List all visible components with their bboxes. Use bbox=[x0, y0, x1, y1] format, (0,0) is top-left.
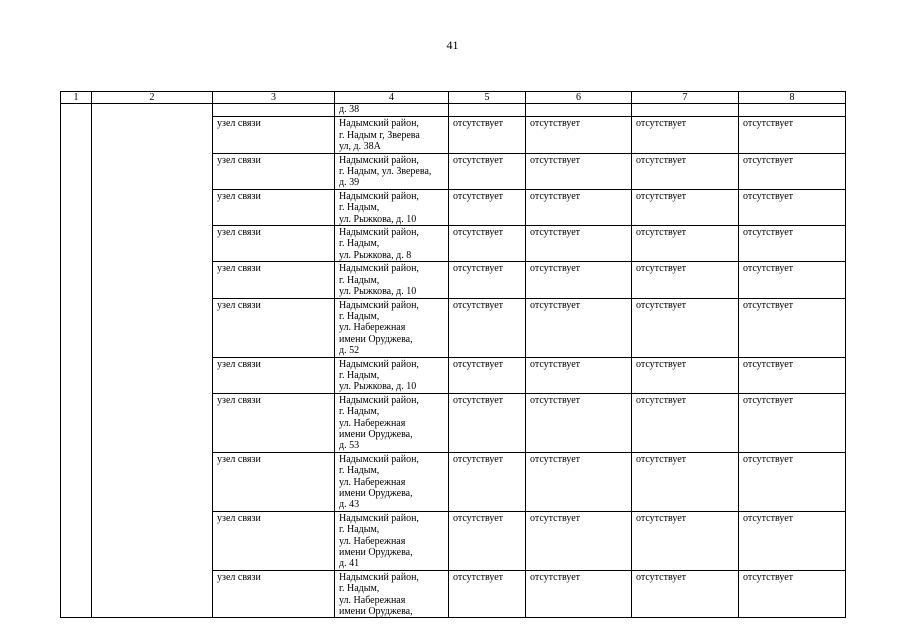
column-number: 6 bbox=[526, 92, 632, 104]
cell-col7 bbox=[632, 104, 739, 117]
cell-col6: отсутствует bbox=[526, 570, 632, 618]
cell-address bbox=[335, 298, 449, 357]
continuation-row bbox=[61, 104, 846, 117]
cell-col6: отсутствует bbox=[526, 393, 632, 452]
cell-col7: отсутствует bbox=[632, 570, 739, 618]
cell-col8: отсутствует bbox=[739, 153, 846, 189]
address-line: г. Надым, bbox=[339, 369, 380, 381]
cell-col5: отсутствует bbox=[449, 393, 526, 452]
cell-col8: отсутствует bbox=[739, 117, 846, 153]
cell-address bbox=[335, 570, 449, 618]
address-line: ул. Рыжкова, д. 8 bbox=[339, 249, 412, 261]
address-line: г. Надым, bbox=[339, 465, 380, 477]
address-line: ул. Набережная bbox=[339, 417, 406, 429]
cell-col6 bbox=[526, 104, 632, 117]
address-line: ул, д. 38А bbox=[339, 141, 381, 153]
column-number: 7 bbox=[632, 92, 739, 104]
address-line: имени Оруджева, bbox=[339, 488, 413, 499]
cell-col5: отсутствует bbox=[449, 153, 526, 189]
column-number: 4 bbox=[335, 92, 449, 104]
address-line: имени Оруджева, bbox=[339, 606, 413, 618]
column-number: 5 bbox=[449, 92, 526, 104]
cell-col5: отсутствует bbox=[449, 452, 526, 511]
address-line: Надымский район, bbox=[339, 227, 419, 239]
cell-col5: отсутствует bbox=[449, 226, 526, 262]
cell-col5: отсутствует bbox=[449, 262, 526, 298]
address-line: имени Оруджева, bbox=[339, 428, 413, 440]
cell-col7: отсутствует bbox=[632, 189, 739, 225]
cell-address bbox=[335, 393, 449, 452]
cell-col7: отсутствует bbox=[632, 153, 739, 189]
address-line: Надымский район, bbox=[339, 190, 419, 202]
cell-col7: отсутствует bbox=[632, 452, 739, 511]
address-line: имени Оруджева, bbox=[339, 333, 413, 345]
cell-address bbox=[335, 357, 449, 393]
address-line: Надымский район, bbox=[339, 453, 419, 465]
cell-col6: отсутствует bbox=[526, 511, 632, 570]
cell-col6: отсутствует bbox=[526, 189, 632, 225]
cell-col6: отсутствует bbox=[526, 298, 632, 357]
cell-type: узел связи bbox=[213, 393, 335, 452]
address-line: д. 38 bbox=[339, 104, 360, 116]
address-line: Надымский район, bbox=[339, 118, 419, 130]
cell-col8: отсутствует bbox=[739, 452, 846, 511]
cell-type bbox=[213, 104, 335, 117]
column-number: 3 bbox=[213, 92, 335, 104]
cell-col7: отсутствует bbox=[632, 262, 739, 298]
cell-col7: отсутствует bbox=[632, 357, 739, 393]
address-line: Надымский район, bbox=[339, 263, 419, 275]
merged-cell-col1 bbox=[61, 104, 92, 618]
address-line: Надымский район, bbox=[339, 512, 419, 524]
cell-col5 bbox=[449, 104, 526, 117]
cell-col7: отсутствует bbox=[632, 117, 739, 153]
cell-col7: отсутствует bbox=[632, 393, 739, 452]
address-line: г. Надым г, Зверева bbox=[339, 129, 420, 141]
cell-address bbox=[335, 511, 449, 570]
cell-col6: отсутствует bbox=[526, 117, 632, 153]
cell-col8: отсутствует bbox=[739, 570, 846, 618]
cell-type: узел связи bbox=[213, 226, 335, 262]
column-number: 1 bbox=[61, 92, 92, 104]
cell-type: узел связи bbox=[213, 452, 335, 511]
address-line: г. Надым, bbox=[339, 310, 380, 322]
cell-col8: отсутствует bbox=[739, 226, 846, 262]
address-line: д. 52 bbox=[339, 345, 360, 357]
address-line: д. 43 bbox=[339, 499, 360, 511]
address-line: д. 41 bbox=[339, 558, 360, 570]
cell-col5: отсутствует bbox=[449, 189, 526, 225]
address-line: г. Надым, bbox=[339, 274, 380, 286]
merged-cell-col2 bbox=[92, 104, 213, 618]
cell-col8: отсутствует bbox=[739, 357, 846, 393]
address-line: г. Надым, bbox=[339, 202, 380, 214]
column-number: 2 bbox=[92, 92, 213, 104]
cell-address bbox=[335, 262, 449, 298]
address-line: ул. Рыжкова, д. 10 bbox=[339, 213, 417, 225]
cell-col6: отсутствует bbox=[526, 153, 632, 189]
cell-col7: отсутствует bbox=[632, 511, 739, 570]
address-line: г. Надым, ул. Зверева, bbox=[339, 166, 432, 178]
data-table bbox=[60, 91, 846, 618]
cell-col7: отсутствует bbox=[632, 298, 739, 357]
address-line: г. Надым, bbox=[339, 524, 380, 536]
address-line: Надымский район, bbox=[339, 394, 419, 406]
cell-col6: отсутствует bbox=[526, 357, 632, 393]
address-line: г. Надым, bbox=[339, 406, 380, 418]
address-line: Надымский район, bbox=[339, 299, 419, 311]
address-line: ул. Рыжкова, д. 10 bbox=[339, 381, 417, 393]
address-line: ул. Набережная bbox=[339, 594, 406, 606]
cell-col8: отсутствует bbox=[739, 189, 846, 225]
cell-address bbox=[335, 452, 449, 511]
cell-col7: отсутствует bbox=[632, 226, 739, 262]
cell-address bbox=[335, 226, 449, 262]
cell-type: узел связи bbox=[213, 570, 335, 618]
cell-address bbox=[335, 104, 449, 117]
cell-type: узел связи bbox=[213, 511, 335, 570]
cell-col6: отсутствует bbox=[526, 452, 632, 511]
address-line: Надымский район, bbox=[339, 154, 419, 166]
cell-type: узел связи bbox=[213, 117, 335, 153]
address-line: ул. Рыжкова, д. 10 bbox=[339, 286, 417, 298]
column-number: 8 bbox=[739, 92, 846, 104]
cell-type: узел связи bbox=[213, 189, 335, 225]
cell-type: узел связи bbox=[213, 357, 335, 393]
cell-col6: отсутствует bbox=[526, 226, 632, 262]
cell-col5: отсутствует bbox=[449, 117, 526, 153]
table-body bbox=[61, 92, 846, 618]
cell-col8: отсутствует bbox=[739, 262, 846, 298]
address-line: г. Надым, bbox=[339, 583, 380, 595]
cell-col8: отсутствует bbox=[739, 298, 846, 357]
column-number-row bbox=[61, 92, 846, 104]
cell-col5: отсутствует bbox=[449, 298, 526, 357]
cell-col5: отсутствует bbox=[449, 357, 526, 393]
cell-address bbox=[335, 117, 449, 153]
address-line: Надымский район, bbox=[339, 358, 419, 370]
address-line: ул. Набережная bbox=[339, 476, 406, 488]
address-line: Надымский район, bbox=[339, 571, 419, 583]
page-number: 41 bbox=[446, 38, 459, 52]
cell-col8: отсутствует bbox=[739, 393, 846, 452]
cell-col5: отсутствует bbox=[449, 511, 526, 570]
address-line: г. Надым, bbox=[339, 238, 380, 250]
address-line: имени Оруджева, bbox=[339, 547, 413, 559]
cell-type: узел связи bbox=[213, 298, 335, 357]
address-line: ул. Набережная bbox=[339, 322, 406, 334]
address-line: д. 39 bbox=[339, 177, 360, 189]
address-line: д. 53 bbox=[339, 440, 360, 452]
cell-type: узел связи bbox=[213, 153, 335, 189]
cell-address bbox=[335, 153, 449, 189]
cell-col8 bbox=[739, 104, 846, 117]
cell-col6: отсутствует bbox=[526, 262, 632, 298]
cell-address bbox=[335, 189, 449, 225]
cell-type: узел связи bbox=[213, 262, 335, 298]
cell-col5: отсутствует bbox=[449, 570, 526, 618]
address-line: ул. Набережная bbox=[339, 535, 406, 547]
cell-col8: отсутствует bbox=[739, 511, 846, 570]
